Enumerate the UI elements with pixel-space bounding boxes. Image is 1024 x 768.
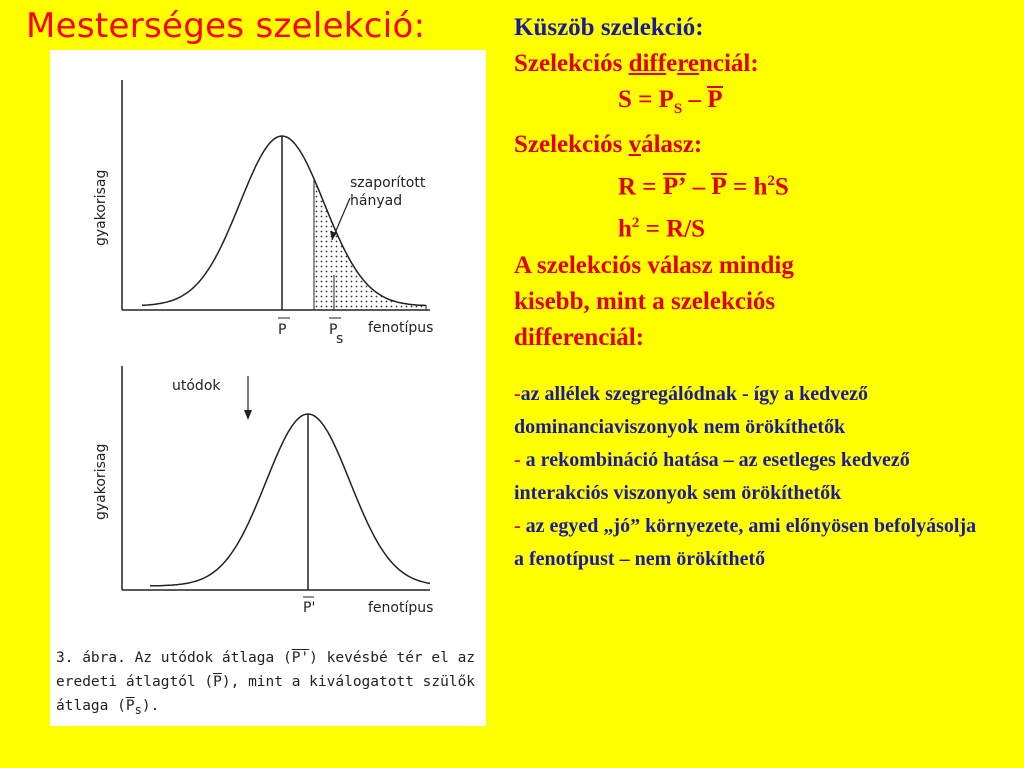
slide-title: Mesterséges szelekció:	[26, 6, 426, 46]
top-x-axis-label: fenotípus	[368, 320, 434, 336]
statement-line-2: kisebb, mint a szelekciós	[514, 287, 776, 315]
offspring-mean-label: P'	[303, 600, 316, 616]
statement-line-1: A szelekciós válasz mindig	[514, 251, 794, 279]
bullet-recombination: - a rekombináció hatása – az esetleges kedvező interakciós viszonyok sem örökíthetők	[514, 448, 910, 504]
figure-caption: 3. ábra. Az utódok átlaga (P') kevésbé tér el az eredeti átlagtól $(\overline{P})$, mint a kiválogatott szülők átlaga $(\overline{P}_s)$.	[56, 650, 476, 717]
annotation-label-1: szaporított	[350, 175, 426, 191]
statement-line-3: differenciál:	[514, 323, 645, 351]
selected-mean-sub: s	[336, 331, 344, 347]
bottom-x-axis-label: fenotípus	[368, 600, 434, 616]
bottom-y-axis-label: gyakorisag	[93, 443, 109, 520]
selection-figure	[50, 50, 486, 726]
offspring-distribution-curve	[150, 414, 430, 586]
threshold-selection-heading: Küszöb szelekció:	[514, 14, 704, 41]
top-y-axis-label: gyakorisag	[93, 169, 109, 246]
offspring-label: utódok	[172, 378, 221, 394]
selected-mean-label: P	[329, 322, 338, 338]
formula-s: $S = P_S - P$	[618, 86, 723, 117]
formula-r: R = P’ – $P = h^2S$	[618, 173, 789, 201]
text-panel	[514, 10, 984, 576]
bullet-environment: - az egyed „jó” környezete, ami előnyösen befolyásolja a fenotípust – nem örökíthető	[514, 514, 977, 570]
annotation-label-2: hányad	[350, 193, 403, 209]
mean-label: P	[278, 322, 287, 338]
selection-differential-label: Szelekciós differenciál:	[514, 50, 759, 77]
figure-graphics	[50, 50, 486, 640]
formula-h2: $h^2 = R/S$	[618, 215, 706, 243]
bullet-alleles: -az allélek szegregálódnak - így a kedvező dominanciaviszonyok nem örökíthetők	[514, 382, 869, 438]
selection-response-label: Szelekciós válasz:	[514, 131, 703, 158]
parent-distribution-curve	[142, 136, 426, 306]
